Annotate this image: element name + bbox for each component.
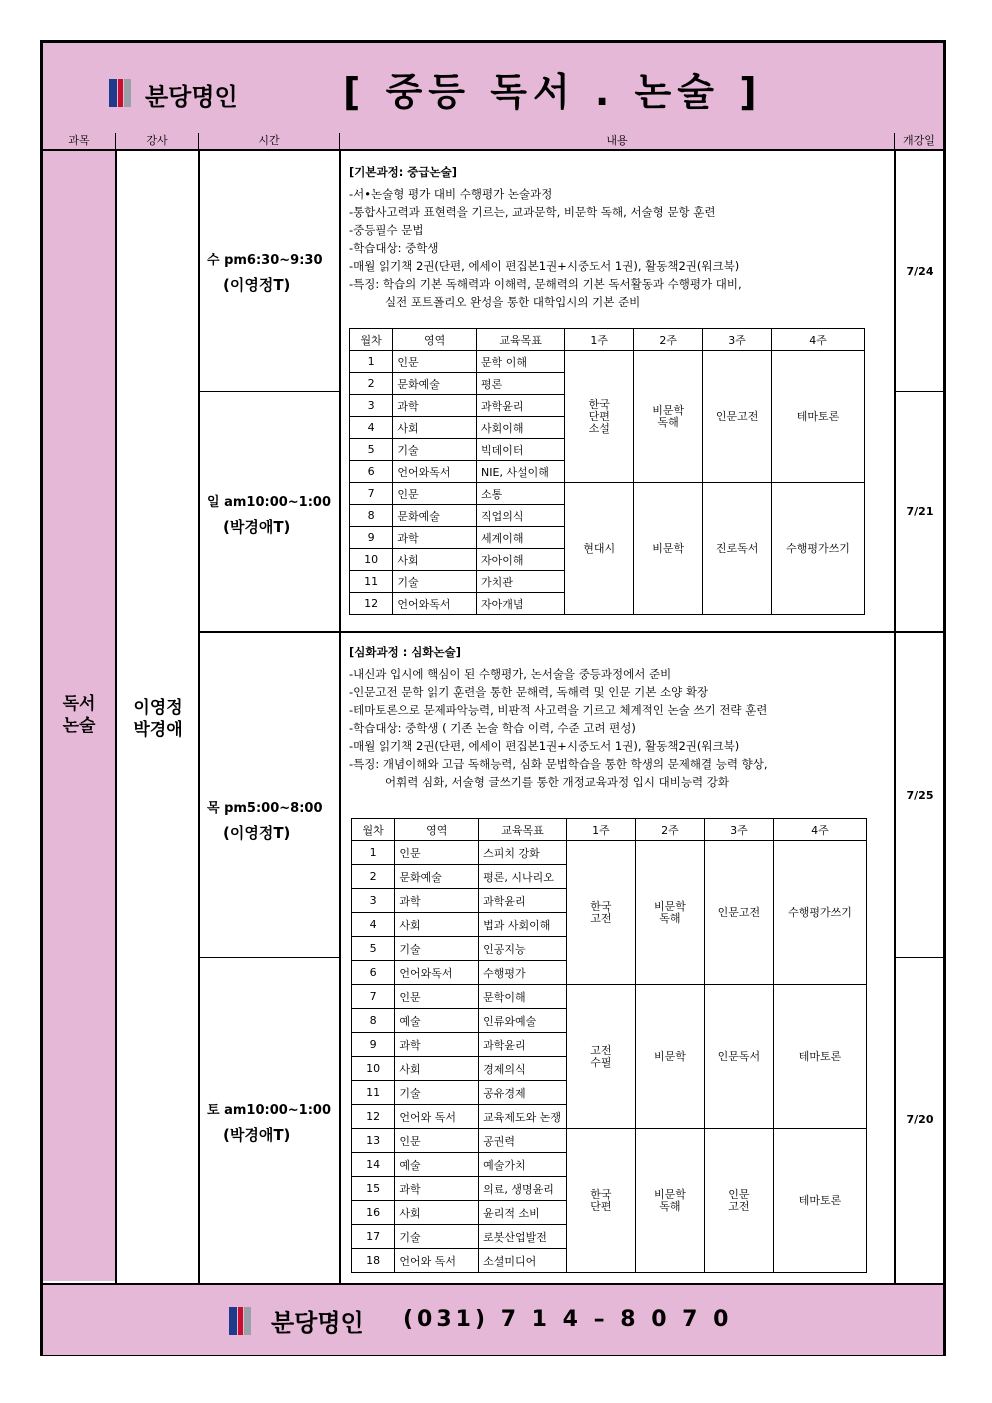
table-header: 1주 — [566, 819, 635, 841]
table-header: 4주 — [773, 819, 866, 841]
table-cell: 16 — [352, 1201, 395, 1225]
table-cell: 인문 — [395, 841, 479, 865]
weekly-topic-cell: 현대시 — [565, 483, 634, 615]
table-header: 4주 — [772, 329, 865, 351]
col-content: 내용 — [340, 133, 895, 149]
table-cell: 18 — [352, 1249, 395, 1273]
table-cell: 4 — [350, 417, 393, 439]
table-cell: 로봇산업발전 — [479, 1225, 567, 1249]
basic-line: -학습대상: 중학생 — [349, 241, 439, 255]
weekly-topic-cell: 인문고전 — [703, 351, 772, 483]
table-cell: 8 — [350, 505, 393, 527]
table-cell: 사회 — [395, 1201, 479, 1225]
table-header: 월차 — [350, 329, 393, 351]
table-cell: 가치관 — [477, 571, 565, 593]
table-cell: 공권력 — [479, 1129, 567, 1153]
table-cell: 13 — [352, 1129, 395, 1153]
weekly-topic-cell: 비문학 독해 — [634, 351, 703, 483]
basic-course — [349, 163, 889, 311]
start-date: 7/21 — [906, 505, 934, 518]
table-cell: 4 — [352, 913, 395, 937]
table-cell: 문화예술 — [395, 865, 479, 889]
table-cell: 인문 — [395, 1129, 479, 1153]
table-cell: 예술 — [395, 1153, 479, 1177]
table-header: 영역 — [395, 819, 479, 841]
session-time: 수 pm6:30~9:30 (이영정T) — [207, 253, 323, 294]
table-cell: 사회 — [393, 417, 477, 439]
col-teacher: 강사 — [116, 133, 199, 149]
table-cell: 과학 — [393, 527, 477, 549]
table-cell: 문학 이해 — [477, 351, 565, 373]
table-cell: 기술 — [395, 937, 479, 961]
table-cell: 과학윤리 — [477, 395, 565, 417]
session-time: 목 pm5:00~8:00 (이영정T) — [207, 801, 323, 842]
table-cell: 11 — [352, 1081, 395, 1105]
basic-line: -매월 읽기책 2권(단편, 에세이 편집본1권+시중도서 1권), 활동책2권(워크북) — [349, 259, 740, 273]
table-cell: 15 — [352, 1177, 395, 1201]
weekly-topic-cell: 인문독서 — [704, 985, 773, 1129]
table-cell: 7 — [350, 483, 393, 505]
table-cell: 세계이해 — [477, 527, 565, 549]
table-cell: 10 — [352, 1057, 395, 1081]
table-cell: 경제의식 — [479, 1057, 567, 1081]
table-cell: 11 — [350, 571, 393, 593]
table-cell: 과학 — [393, 395, 477, 417]
table-cell: 법과 사회이해 — [479, 913, 567, 937]
weekly-topic-cell: 비문학 — [634, 483, 703, 615]
col-time: 시간 — [199, 133, 340, 149]
basic-line: 실전 포트폴리오 완성을 통한 대학입시의 기본 준비 — [385, 295, 641, 309]
table-row — [352, 841, 867, 865]
session-time: 일 am10:00~1:00 (박경애T) — [207, 495, 332, 536]
table-cell: 기술 — [393, 439, 477, 461]
table-cell: 문화예술 — [393, 505, 477, 527]
basic-schedule-table — [349, 328, 865, 615]
table-cell: 사회 — [393, 549, 477, 571]
start-date: 7/25 — [906, 789, 934, 802]
table-row — [350, 351, 865, 373]
table-cell: 2 — [352, 865, 395, 889]
advanced-schedule-table — [351, 818, 867, 1273]
advanced-line: -매월 읽기책 2권(단편, 에세이 편집본1권+시중도서 1권), 활동책2권(워크북) — [349, 739, 740, 753]
table-cell: 5 — [352, 937, 395, 961]
page-frame — [40, 40, 946, 1356]
advanced-line: -인문고전 문학 읽기 훈련을 통한 문해력, 독해력 및 인문 기본 소양 확장 — [349, 685, 709, 699]
table-cell: 3 — [350, 395, 393, 417]
weekly-topic-cell: 비문학 독해 — [635, 1129, 704, 1273]
col-start: 개강일 — [903, 134, 935, 147]
brand-name: 분당명인 — [145, 83, 238, 111]
weekly-topic-cell: 테마토론 — [772, 351, 865, 483]
weekly-topic-cell: 한국 고전 — [566, 841, 635, 985]
table-cell: 과학 — [395, 1177, 479, 1201]
advanced-line: -테마토론으로 문제파악능력, 비판적 사고력을 기르고 체계적인 논술 쓰기 전략 훈련 — [349, 703, 768, 717]
footer — [43, 1283, 943, 1355]
table-cell: 자아개념 — [477, 593, 565, 615]
table-cell: 공유경제 — [479, 1081, 567, 1105]
table-cell: 10 — [350, 549, 393, 571]
logo-icon — [109, 79, 131, 107]
table-row — [352, 985, 867, 1009]
table-cell: 8 — [352, 1009, 395, 1033]
weekly-topic-cell: 테마토론 — [773, 1129, 866, 1273]
table-header: 2주 — [635, 819, 704, 841]
weekly-topic-cell: 인문고전 — [704, 841, 773, 985]
table-cell: 소통 — [477, 483, 565, 505]
page-title: [ 중등 독서 . 논술 ] — [343, 70, 763, 114]
header — [43, 43, 943, 135]
weekly-topic-cell: 비문학 — [635, 985, 704, 1129]
basic-line: -중등필수 문법 — [349, 223, 424, 237]
table-cell: 자아이해 — [477, 549, 565, 571]
table-cell: 문학이해 — [479, 985, 567, 1009]
table-cell: 과학윤리 — [479, 889, 567, 913]
advanced-line: -내신과 입시에 핵심이 된 수행평가, 논서술을 중등과정에서 준비 — [349, 667, 672, 681]
column-headers — [43, 133, 943, 151]
footer-brand: 분당명인 — [271, 1309, 364, 1337]
table-header: 1주 — [565, 329, 634, 351]
weekly-topic-cell: 비문학 독해 — [635, 841, 704, 985]
start-date: 7/20 — [906, 1113, 934, 1126]
table-cell: 12 — [350, 593, 393, 615]
table-cell: 6 — [352, 961, 395, 985]
weekly-topic-cell: 테마토론 — [773, 985, 866, 1129]
table-cell: 과학윤리 — [479, 1033, 567, 1057]
table-cell: 12 — [352, 1105, 395, 1129]
table-cell: 기술 — [395, 1225, 479, 1249]
logo-icon — [229, 1307, 251, 1335]
table-header: 월차 — [352, 819, 395, 841]
subject-label: 독서 논술 — [62, 694, 96, 736]
weekly-topic-cell: 고전 수필 — [566, 985, 635, 1129]
table-cell: 사회 — [395, 1057, 479, 1081]
weekly-topic-cell: 인문 고전 — [704, 1129, 773, 1273]
table-cell: NIE, 사설이해 — [477, 461, 565, 483]
table-header: 영역 — [393, 329, 477, 351]
table-cell: 빅데이터 — [477, 439, 565, 461]
basic-line: -특징: 학습의 기본 독해력과 이해력, 문해력의 기본 독서활동과 수행평가 대비, — [349, 277, 742, 291]
table-cell: 1 — [352, 841, 395, 865]
table-cell: 예술 — [395, 1009, 479, 1033]
table-cell: 교육제도와 논쟁 — [479, 1105, 567, 1129]
table-cell: 평론, 시나리오 — [479, 865, 567, 889]
table-cell: 직업의식 — [477, 505, 565, 527]
weekly-topic-cell: 한국 단편 — [566, 1129, 635, 1273]
table-cell: 예술가치 — [479, 1153, 567, 1177]
basic-line: -통합사고력과 표현력을 기르는, 교과문학, 비문학 독해, 서술형 문항 훈련 — [349, 205, 716, 219]
table-cell: 소셜미디어 — [479, 1249, 567, 1273]
weekly-topic-cell: 수행평가쓰기 — [773, 841, 866, 985]
table-cell: 14 — [352, 1153, 395, 1177]
table-cell: 기술 — [395, 1081, 479, 1105]
table-cell: 문화예술 — [393, 373, 477, 395]
col-subject: 과목 — [43, 133, 116, 149]
table-cell: 평론 — [477, 373, 565, 395]
table-cell: 9 — [352, 1033, 395, 1057]
table-cell: 언어와 독서 — [395, 1249, 479, 1273]
table-header: 3주 — [703, 329, 772, 351]
table-cell: 인공지능 — [479, 937, 567, 961]
basic-line: -서•논술형 평가 대비 수행평가 논술과정 — [349, 187, 553, 201]
table-cell: 인문 — [393, 483, 477, 505]
table-cell: 언어와독서 — [393, 461, 477, 483]
table-cell: 수행평가 — [479, 961, 567, 985]
table-row — [350, 483, 865, 505]
start-date: 7/24 — [906, 265, 934, 278]
table-cell: 인문 — [395, 985, 479, 1009]
table-cell: 7 — [352, 985, 395, 1009]
table-cell: 사회이해 — [477, 417, 565, 439]
table-cell: 과학 — [395, 1033, 479, 1057]
table-cell: 과학 — [395, 889, 479, 913]
table-cell: 5 — [350, 439, 393, 461]
table-cell: 3 — [352, 889, 395, 913]
table-header: 교육목표 — [477, 329, 565, 351]
table-header: 교육목표 — [479, 819, 567, 841]
table-header: 3주 — [704, 819, 773, 841]
table-cell: 1 — [350, 351, 393, 373]
weekly-topic-cell: 한국 단편 소설 — [565, 351, 634, 483]
advanced-line: -특징: 개념이해와 고급 독해능력, 심화 문법학습을 통한 학생의 문제해결 능력 향상, — [349, 757, 768, 771]
table-header: 2주 — [634, 329, 703, 351]
table-cell: 2 — [350, 373, 393, 395]
table-cell: 9 — [350, 527, 393, 549]
advanced-course — [349, 643, 889, 791]
basic-heading: [기본과정: 중급논술] — [349, 165, 457, 179]
table-cell: 언어와독서 — [395, 961, 479, 985]
table-cell: 언어와 독서 — [395, 1105, 479, 1129]
session-time: 토 am10:00~1:00 (박경애T) — [207, 1103, 332, 1144]
table-cell: 기술 — [393, 571, 477, 593]
table-cell: 의료, 생명윤리 — [479, 1177, 567, 1201]
weekly-topic-cell: 진로독서 — [703, 483, 772, 615]
table-row — [352, 1129, 867, 1153]
table-cell: 윤리적 소비 — [479, 1201, 567, 1225]
advanced-line: -학습대상: 중학생 ( 기존 논술 학습 이력, 수준 고려 편성) — [349, 721, 636, 735]
table-cell: 인류와예술 — [479, 1009, 567, 1033]
advanced-line: 어휘력 심화, 서술형 글쓰기를 통한 개정교육과정 입시 대비능력 강화 — [385, 775, 729, 789]
advanced-heading: [심화과정 : 심화논술] — [349, 645, 461, 659]
table-cell: 인문 — [393, 351, 477, 373]
table-cell: 언어와독서 — [393, 593, 477, 615]
teacher-names: 이영정 박경애 — [133, 698, 183, 740]
table-cell: 사회 — [395, 913, 479, 937]
weekly-topic-cell: 수행평가쓰기 — [772, 483, 865, 615]
table-cell: 6 — [350, 461, 393, 483]
phone-number: (031) 7 1 4 – 8 0 7 0 — [403, 1307, 733, 1332]
table-cell: 17 — [352, 1225, 395, 1249]
table-cell: 스피치 강화 — [479, 841, 567, 865]
